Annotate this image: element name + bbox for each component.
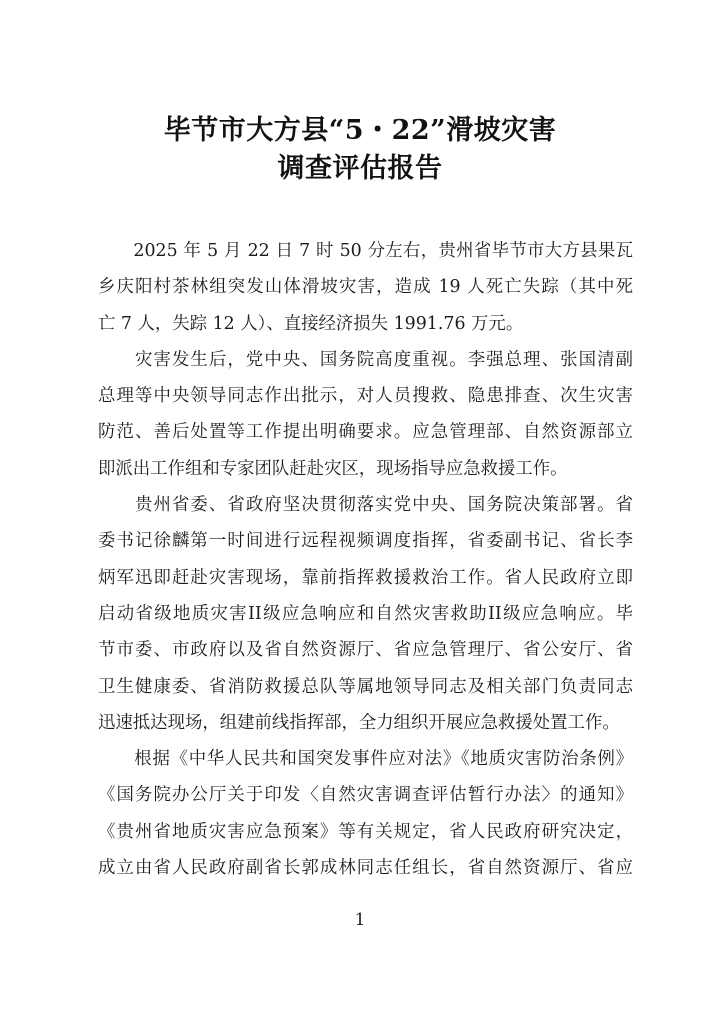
text-line: 乡庆阳村茶林组突发山体滑坡灾害，造成 19 人死亡失踪（其中死 xyxy=(98,277,633,298)
text-line: 贵州省委、省政府坚决贯彻落实党中央、国务院决策部署。省 xyxy=(98,495,633,516)
text-line: 《贵州省地质灾害应急预案》等有关规定，省人民政府研究决定， xyxy=(98,821,633,842)
document-body xyxy=(98,233,633,886)
paragraph-3 xyxy=(98,487,633,741)
text-line: 炳军迅即赶赴灾害现场，靠前指挥救援救治工作。省人民政府立即 xyxy=(98,567,633,588)
text-line: 灾害发生后，党中央、国务院高度重视。李强总理、张国清副 xyxy=(98,349,633,370)
text-line: 启动省级地质灾害II级应急响应和自然灾害救助II级应急响应。毕 xyxy=(98,603,633,624)
text-line: 《国务院办公厅关于印发〈自然灾害调查评估暂行办法〉的通知》 xyxy=(98,785,633,806)
text-line: 亡 7 人，失踪 12 人）、直接经济损失 1991.76 万元。 xyxy=(98,313,524,334)
text-line: 迅速抵达现场，组建前线指挥部，全力组织开展应急救援处置工作。 xyxy=(98,712,620,733)
paragraph-4 xyxy=(98,741,633,886)
title-line-2: 调查评估报告 xyxy=(277,153,443,184)
text-line: 根据《中华人民共和国突发事件应对法》《地质灾害防治条例》 xyxy=(98,749,633,770)
title-line-1: 毕节市大方县“5・22”滑坡灾害 xyxy=(163,115,557,146)
document-title xyxy=(0,112,720,188)
paragraph-2 xyxy=(98,342,633,487)
text-line: 卫生健康委、省消防救援总队等属地领导同志及相关部门负责同志 xyxy=(98,676,633,697)
text-line: 委书记徐麟第一时间进行远程视频调度指挥，省委副书记、省长李 xyxy=(98,531,633,552)
text-line: 防范、善后处置等工作提出明确要求。应急管理部、自然资源部立 xyxy=(98,422,633,443)
text-line: 2025 年 5 月 22 日 7 时 50 分左右，贵州省毕节市大方县果瓦 xyxy=(98,241,633,261)
paragraph-1 xyxy=(98,233,633,342)
text-line: 节市委、市政府以及省自然资源厅、省应急管理厅、省公安厅、省 xyxy=(98,640,633,661)
page-number: 1 xyxy=(354,910,366,930)
text-line: 即派出工作组和专家团队赶赴灾区，现场指导应急救援工作。 xyxy=(98,458,568,479)
text-line: 总理等中央领导同志作出批示，对人员搜救、隐患排查、次生灾害 xyxy=(98,386,633,407)
text-line: 成立由省人民政府副省长郭成林同志任组长，省自然资源厅、省应 xyxy=(98,858,633,879)
